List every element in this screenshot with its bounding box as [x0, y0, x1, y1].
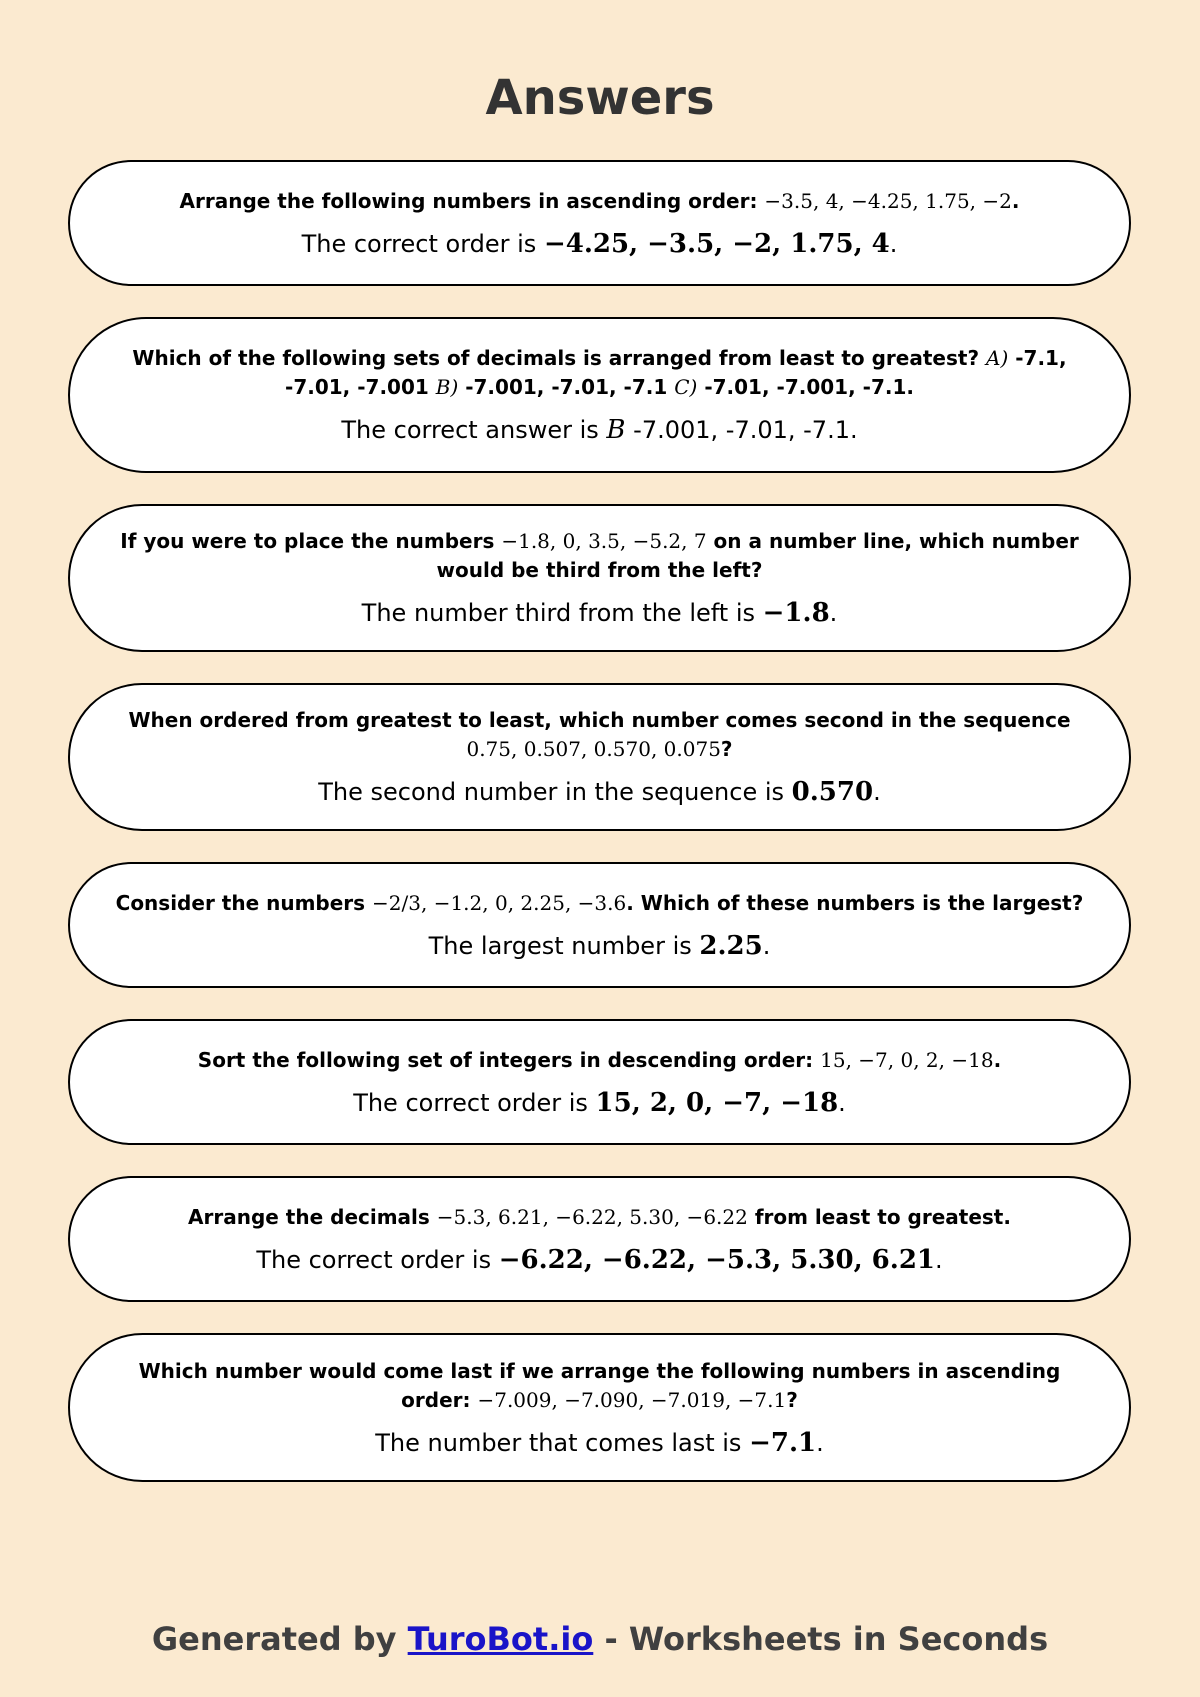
- question-text-part: ?: [720, 737, 733, 761]
- question-text: [188, 1203, 1011, 1232]
- question-text: [106, 344, 1093, 402]
- question-text-part: -7.01, -7.001, -7.1.: [697, 375, 914, 399]
- answer-text: [341, 414, 857, 446]
- answer-card: [68, 317, 1131, 473]
- answer-text: [353, 1087, 846, 1119]
- question-text-part: Which number would come last if we arrange the following numbers in ascending order:: [138, 1358, 1061, 1412]
- answer-card: [68, 504, 1131, 652]
- answer-math: 15, 2, 0, −7, −18: [595, 1087, 839, 1118]
- turobot-link[interactable]: TuroBot.io: [407, 1620, 594, 1658]
- answer-text: [302, 228, 898, 260]
- answer-text-part: .: [838, 1088, 846, 1117]
- question-text-part: -7.001, -7.01, -7.1: [458, 375, 675, 399]
- answer-text: [375, 1427, 823, 1459]
- question-text-part: Consider the numbers: [115, 890, 373, 915]
- footer-text: Generated by: [151, 1620, 408, 1658]
- answer-text-part: .: [873, 778, 881, 806]
- answer-card: [68, 683, 1131, 831]
- question-math: −1.8, 0, 3.5, −5.2, 7: [501, 529, 707, 553]
- answer-text-part: -7.001, -7.01, -7.1.: [625, 416, 858, 444]
- answer-text-part: The number third from the left is: [361, 599, 763, 627]
- question-text: [106, 1357, 1093, 1415]
- answer-math: −4.25, −3.5, −2, 1.75, 4: [543, 228, 890, 259]
- answer-text-part: The largest number is: [428, 931, 700, 960]
- answer-card: [68, 1333, 1131, 1482]
- answer-text-part: .: [816, 1428, 824, 1457]
- question-math: −3.5, 4, −4.25, 1.75, −2: [764, 188, 1012, 213]
- question-math: −2/3, −1.2, 0, 2.25, −3.6: [372, 890, 627, 915]
- question-text-part: Arrange the following numbers in ascending order:: [179, 188, 765, 213]
- question-math: −7.009, −7.090, −7.019, −7.1: [477, 1387, 787, 1412]
- answer-text-part: The correct answer is: [341, 416, 607, 444]
- question-math: 15, −7, 0, 2, −18: [820, 1047, 994, 1072]
- answer-text: [362, 597, 838, 629]
- question-text-part: Which of the following sets of decimals is arranged from least to greatest?: [132, 346, 987, 370]
- answer-text-part: The correct order is: [256, 1245, 499, 1274]
- footer: [0, 1617, 1200, 1661]
- answer-card: [68, 1176, 1131, 1302]
- answer-card: [68, 1019, 1131, 1145]
- answer-text: [318, 776, 880, 808]
- answer-math: B: [606, 415, 626, 445]
- answer-text-part: .: [762, 931, 771, 960]
- question-math: −5.3, 6.21, −6.22, 5.30, −6.22: [436, 1204, 748, 1229]
- answer-text-part: .: [829, 599, 838, 627]
- question-option-label: C): [674, 375, 698, 399]
- question-text: [116, 889, 1084, 918]
- question-text: [180, 187, 1020, 216]
- question-text: [198, 1046, 1001, 1075]
- question-text-part: Arrange the decimals: [188, 1204, 437, 1229]
- answer-math: 2.25: [699, 930, 763, 961]
- question-text-part: . Which of these numbers is the largest?: [626, 890, 1084, 915]
- answer-math: −6.22, −6.22, −5.3, 5.30, 6.21: [498, 1244, 936, 1275]
- answer-text-part: The number that comes last is: [375, 1428, 750, 1457]
- question-text-part: on a number line, which number would be third from the left?: [436, 529, 1079, 582]
- question-text: [106, 527, 1093, 585]
- answer-math: 0.570: [791, 777, 874, 807]
- answer-text: [256, 1244, 942, 1276]
- answer-math: −7.1: [749, 1427, 817, 1458]
- question-text-part: ?: [786, 1387, 798, 1412]
- question-option-label: B): [435, 375, 459, 399]
- page-title: Answers: [485, 70, 715, 126]
- answer-text-part: The correct order is: [301, 229, 544, 258]
- answer-card: [68, 160, 1131, 286]
- question-text-part: -7.1, -7.01, -7.001: [285, 346, 1067, 399]
- question-text-part: If you were to place the numbers: [120, 529, 502, 553]
- answer-math: −1.8: [762, 598, 830, 628]
- answer-card: [68, 862, 1131, 988]
- question-text: [106, 706, 1093, 764]
- question-text-part: When ordered from greatest to least, which number comes second in the sequence: [128, 708, 1071, 732]
- question-text-part: .: [1011, 188, 1020, 213]
- question-math: 0.75, 0.507, 0.570, 0.075: [466, 737, 721, 761]
- answer-text: [429, 930, 771, 962]
- answer-text-part: .: [935, 1245, 943, 1274]
- question-text-part: Sort the following set of integers in descending order:: [197, 1047, 821, 1072]
- question-option-label: A): [986, 346, 1009, 370]
- answer-text-part: The second number in the sequence is: [318, 778, 792, 806]
- answer-text-part: The correct order is: [353, 1088, 596, 1117]
- question-text-part: from least to greatest.: [747, 1204, 1011, 1229]
- answer-text-part: .: [889, 229, 898, 258]
- footer-text: - Worksheets in Seconds: [593, 1620, 1049, 1658]
- question-text-part: .: [993, 1047, 1002, 1072]
